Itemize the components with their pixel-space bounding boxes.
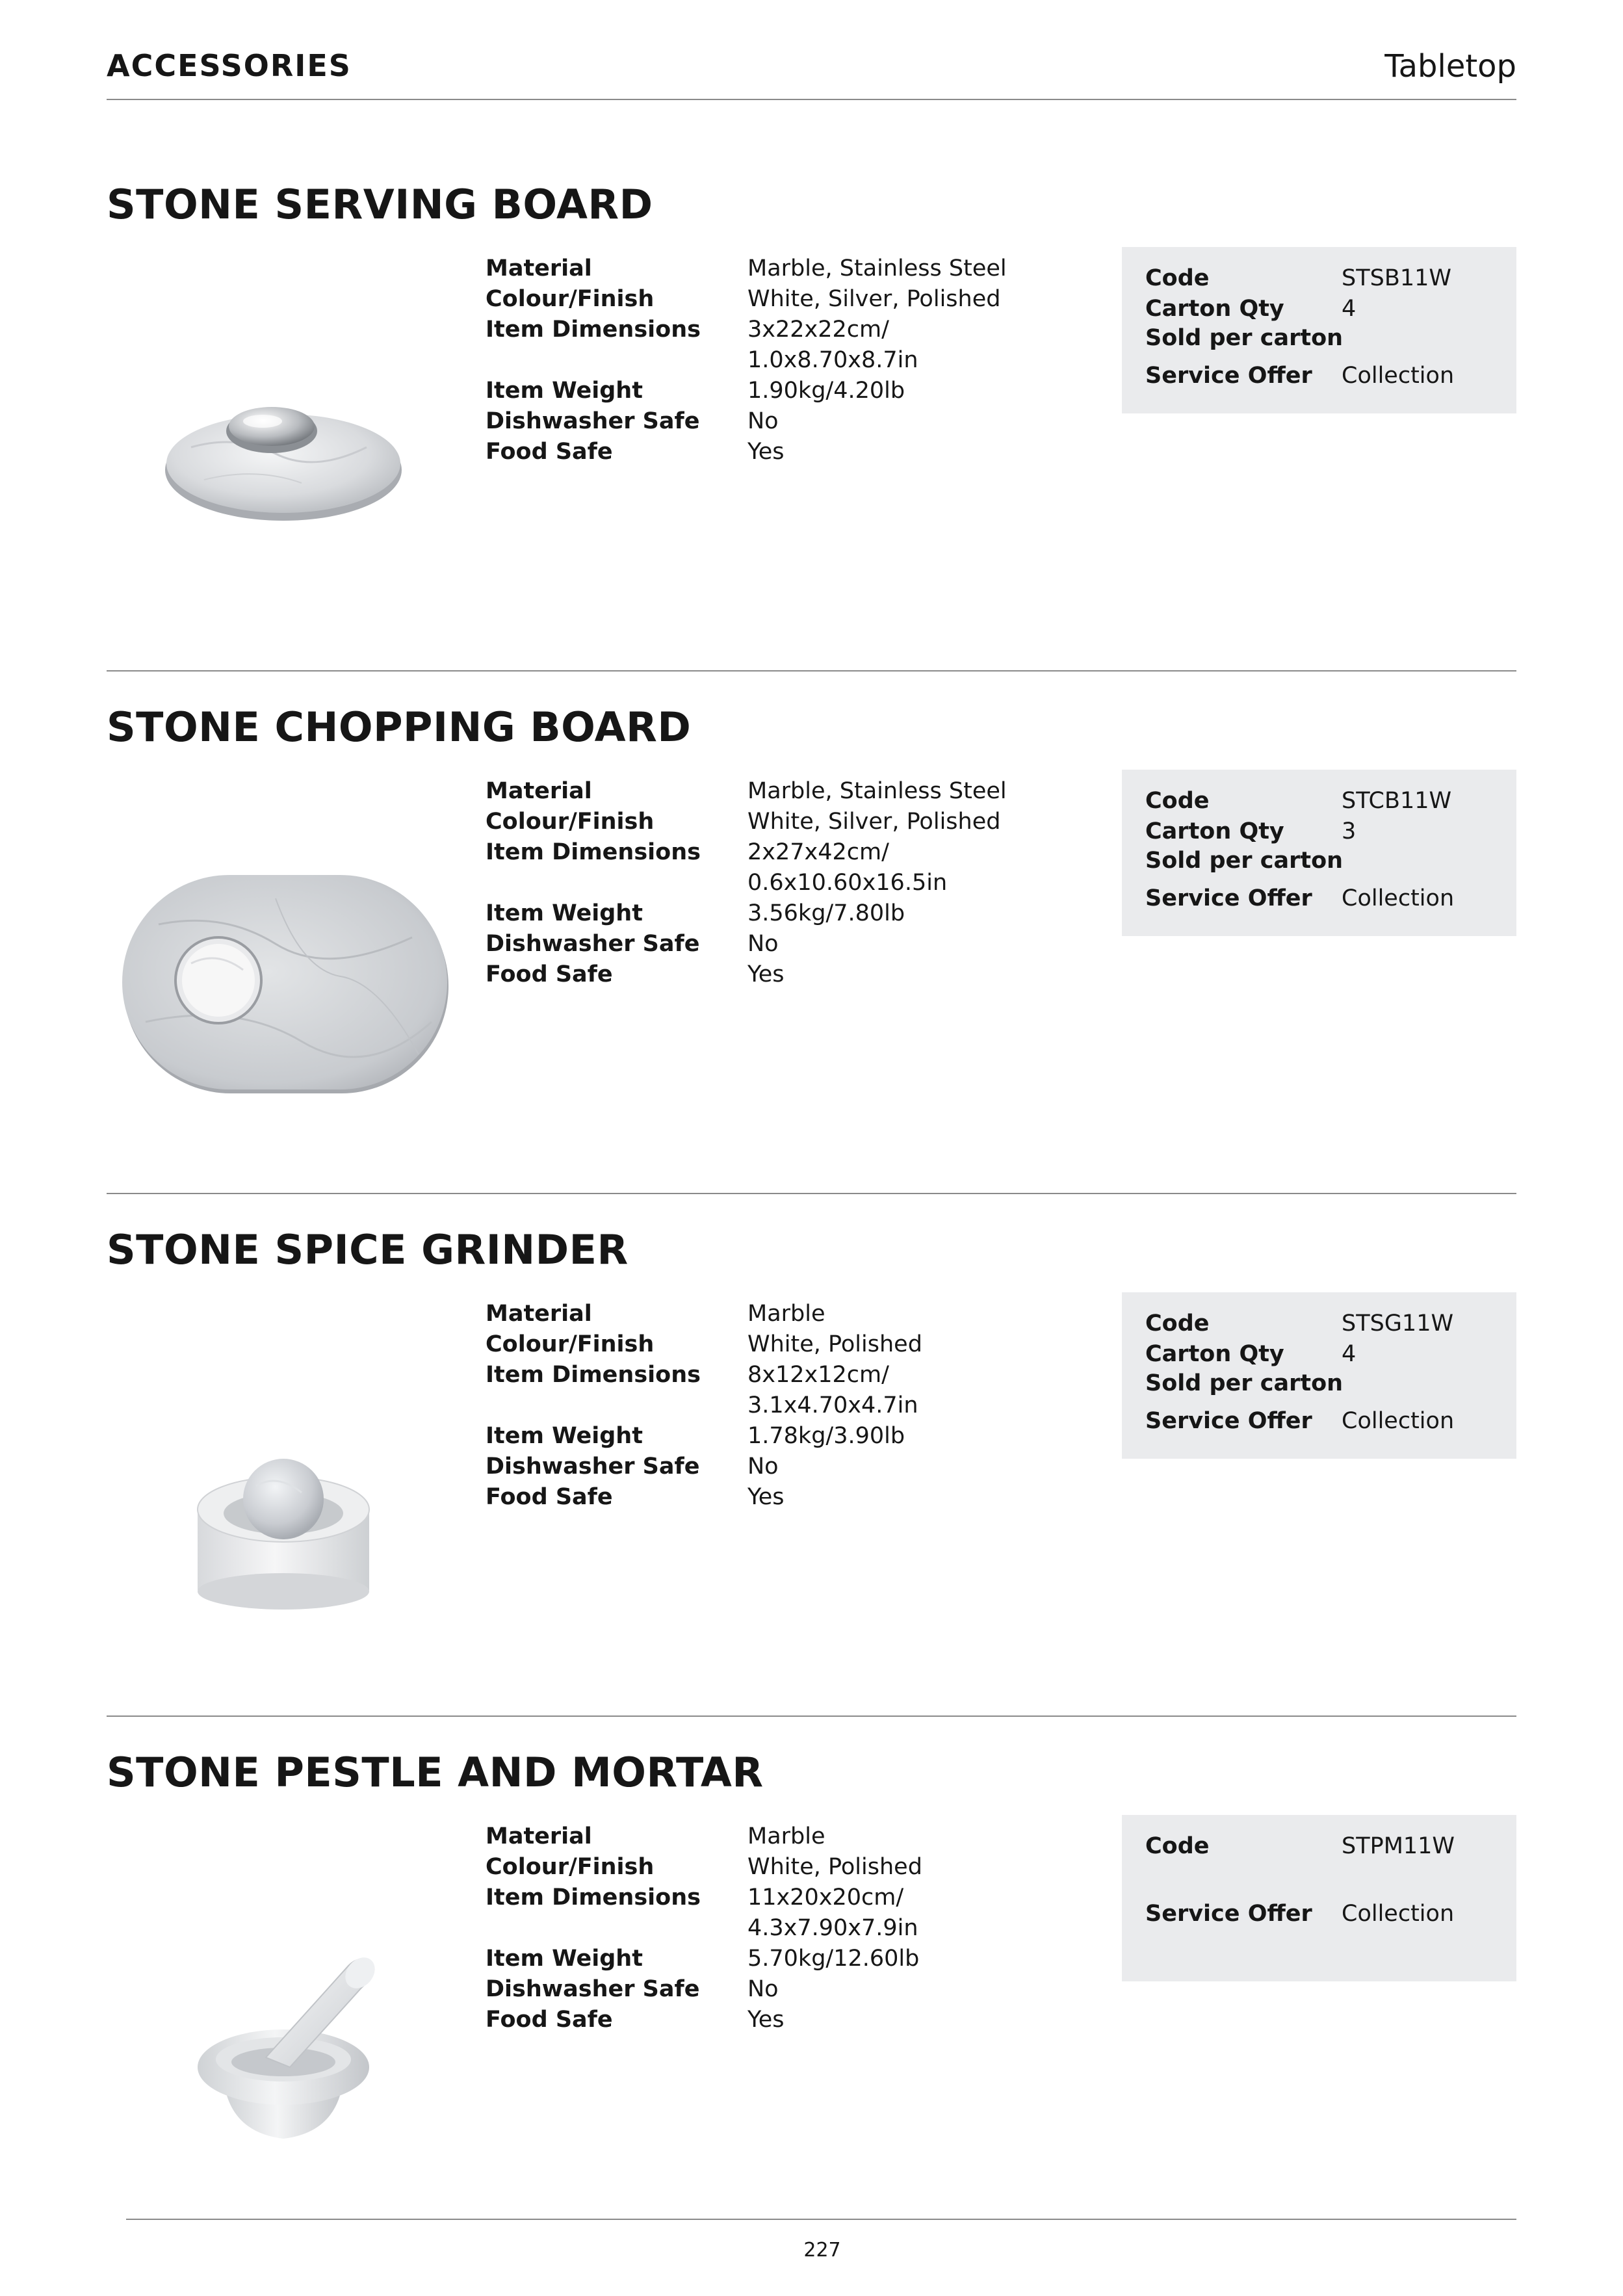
- section-divider: [107, 670, 1516, 672]
- value-dimensions-imperial: 4.3x7.90x7.9in: [747, 1915, 918, 1941]
- value-item-weight: 3.56kg/7.80lb: [747, 900, 905, 926]
- product-title: STONE CHOPPING BOARD: [107, 703, 692, 751]
- product-image-spice-grinder: [107, 1330, 458, 1668]
- label-colour-finish: Colour/Finish: [486, 286, 655, 312]
- label-item-dimensions: Item Dimensions: [486, 1885, 701, 1911]
- value-food-safe: Yes: [747, 439, 785, 465]
- footer-divider: [126, 2219, 1516, 2220]
- value-material: Marble, Stainless Steel: [747, 778, 1007, 804]
- value-dimensions-metric: 2x27x42cm/: [747, 839, 889, 865]
- value-material: Marble: [747, 1301, 825, 1327]
- label-item-weight: Item Weight: [486, 1423, 643, 1449]
- label-code: Code: [1145, 788, 1210, 814]
- header-divider: [107, 99, 1516, 100]
- value-colour-finish: White, Polished: [747, 1331, 922, 1357]
- label-service-offer: Service Offer: [1145, 363, 1312, 389]
- label-food-safe: Food Safe: [486, 1484, 613, 1510]
- value-service-offer: Collection: [1342, 363, 1455, 389]
- label-carton-qty: Carton Qty: [1145, 818, 1284, 844]
- spec-values: [747, 1821, 922, 2035]
- value-dimensions-imperial: 3.1x4.70x4.7in: [747, 1392, 918, 1418]
- section-divider: [107, 1193, 1516, 1194]
- spec-labels: [486, 776, 701, 990]
- value-code: STSB11W: [1342, 265, 1451, 291]
- label-item-dimensions: Item Dimensions: [486, 317, 701, 343]
- label-service-offer: Service Offer: [1145, 885, 1312, 911]
- header-section: Tabletop: [1384, 48, 1516, 85]
- spec-values: [747, 1299, 922, 1513]
- value-dimensions-imperial: 1.0x8.70x8.7in: [747, 347, 918, 373]
- value-dimensions-imperial: 0.6x10.60x16.5in: [747, 870, 948, 896]
- product-image-serving-board: [107, 285, 458, 623]
- value-dimensions-metric: 3x22x22cm/: [747, 317, 889, 343]
- product-section-spice-grinder: [0, 1226, 1623, 1746]
- label-service-offer: Service Offer: [1145, 1408, 1312, 1434]
- label-material: Material: [486, 255, 592, 281]
- value-food-safe: Yes: [747, 1484, 785, 1510]
- value-colour-finish: White, Silver, Polished: [747, 286, 1001, 312]
- spec-labels: [486, 254, 701, 467]
- value-dishwasher-safe: No: [747, 408, 779, 434]
- order-info-box: [1122, 247, 1516, 413]
- label-colour-finish: Colour/Finish: [486, 1331, 655, 1357]
- label-code: Code: [1145, 1833, 1210, 1859]
- value-dishwasher-safe: No: [747, 931, 779, 957]
- value-colour-finish: White, Silver, Polished: [747, 809, 1001, 835]
- label-sold-per-carton: Sold per carton: [1145, 848, 1344, 874]
- label-dishwasher-safe: Dishwasher Safe: [486, 408, 700, 434]
- label-food-safe: Food Safe: [486, 2007, 613, 2033]
- product-section-pestle-mortar: [0, 1749, 1623, 2269]
- value-food-safe: Yes: [747, 961, 785, 987]
- value-dimensions-metric: 8x12x12cm/: [747, 1362, 889, 1388]
- label-sold-per-carton: Sold per carton: [1145, 325, 1344, 351]
- label-material: Material: [486, 1823, 592, 1849]
- value-code: STPM11W: [1342, 1833, 1455, 1859]
- value-item-weight: 1.90kg/4.20lb: [747, 378, 905, 404]
- header-category: ACCESSORIES: [107, 48, 352, 83]
- label-item-dimensions: Item Dimensions: [486, 839, 701, 865]
- label-code: Code: [1145, 265, 1210, 291]
- value-material: Marble: [747, 1823, 825, 1849]
- label-colour-finish: Colour/Finish: [486, 1854, 655, 1880]
- value-material: Marble, Stainless Steel: [747, 255, 1007, 281]
- value-item-weight: 5.70kg/12.60lb: [747, 1946, 920, 1972]
- label-material: Material: [486, 1301, 592, 1327]
- value-code: STSG11W: [1342, 1311, 1454, 1337]
- value-carton-qty: 4: [1342, 296, 1357, 322]
- product-image-chopping-board: [107, 807, 458, 1145]
- value-food-safe: Yes: [747, 2007, 785, 2033]
- value-code: STCB11W: [1342, 788, 1452, 814]
- product-image-pestle-mortar: [107, 1853, 458, 2191]
- label-item-weight: Item Weight: [486, 900, 643, 926]
- label-service-offer: Service Offer: [1145, 1901, 1312, 1927]
- label-code: Code: [1145, 1311, 1210, 1337]
- order-info-box: [1122, 770, 1516, 936]
- spec-labels: [486, 1299, 701, 1513]
- label-food-safe: Food Safe: [486, 961, 613, 987]
- value-colour-finish: White, Polished: [747, 1854, 922, 1880]
- value-carton-qty: 4: [1342, 1341, 1357, 1367]
- spec-values: [747, 254, 1007, 467]
- product-section-serving-board: [0, 181, 1623, 701]
- value-dimensions-metric: 11x20x20cm/: [747, 1885, 904, 1911]
- order-info-box: [1122, 1815, 1516, 1981]
- label-carton-qty: Carton Qty: [1145, 1341, 1284, 1367]
- product-title: STONE SERVING BOARD: [107, 181, 653, 228]
- label-colour-finish: Colour/Finish: [486, 809, 655, 835]
- product-section-chopping-board: [0, 703, 1623, 1223]
- value-service-offer: Collection: [1342, 1901, 1455, 1927]
- value-dishwasher-safe: No: [747, 1454, 779, 1480]
- value-service-offer: Collection: [1342, 885, 1455, 911]
- value-service-offer: Collection: [1342, 1408, 1455, 1434]
- label-dishwasher-safe: Dishwasher Safe: [486, 931, 700, 957]
- label-item-weight: Item Weight: [486, 1946, 643, 1972]
- label-item-dimensions: Item Dimensions: [486, 1362, 701, 1388]
- label-dishwasher-safe: Dishwasher Safe: [486, 1454, 700, 1480]
- label-item-weight: Item Weight: [486, 378, 643, 404]
- value-carton-qty: 3: [1342, 818, 1357, 844]
- label-material: Material: [486, 778, 592, 804]
- product-title: STONE PESTLE AND MORTAR: [107, 1749, 764, 1796]
- label-sold-per-carton: Sold per carton: [1145, 1370, 1344, 1396]
- product-title: STONE SPICE GRINDER: [107, 1226, 629, 1273]
- page-number: 227: [803, 2239, 841, 2262]
- label-dishwasher-safe: Dishwasher Safe: [486, 1976, 700, 2002]
- spec-values: [747, 776, 1007, 990]
- value-dishwasher-safe: No: [747, 1976, 779, 2002]
- label-carton-qty: Carton Qty: [1145, 296, 1284, 322]
- section-divider: [107, 1715, 1516, 1717]
- label-food-safe: Food Safe: [486, 439, 613, 465]
- value-item-weight: 1.78kg/3.90lb: [747, 1423, 905, 1449]
- spec-labels: [486, 1821, 701, 2035]
- order-info-box: [1122, 1292, 1516, 1459]
